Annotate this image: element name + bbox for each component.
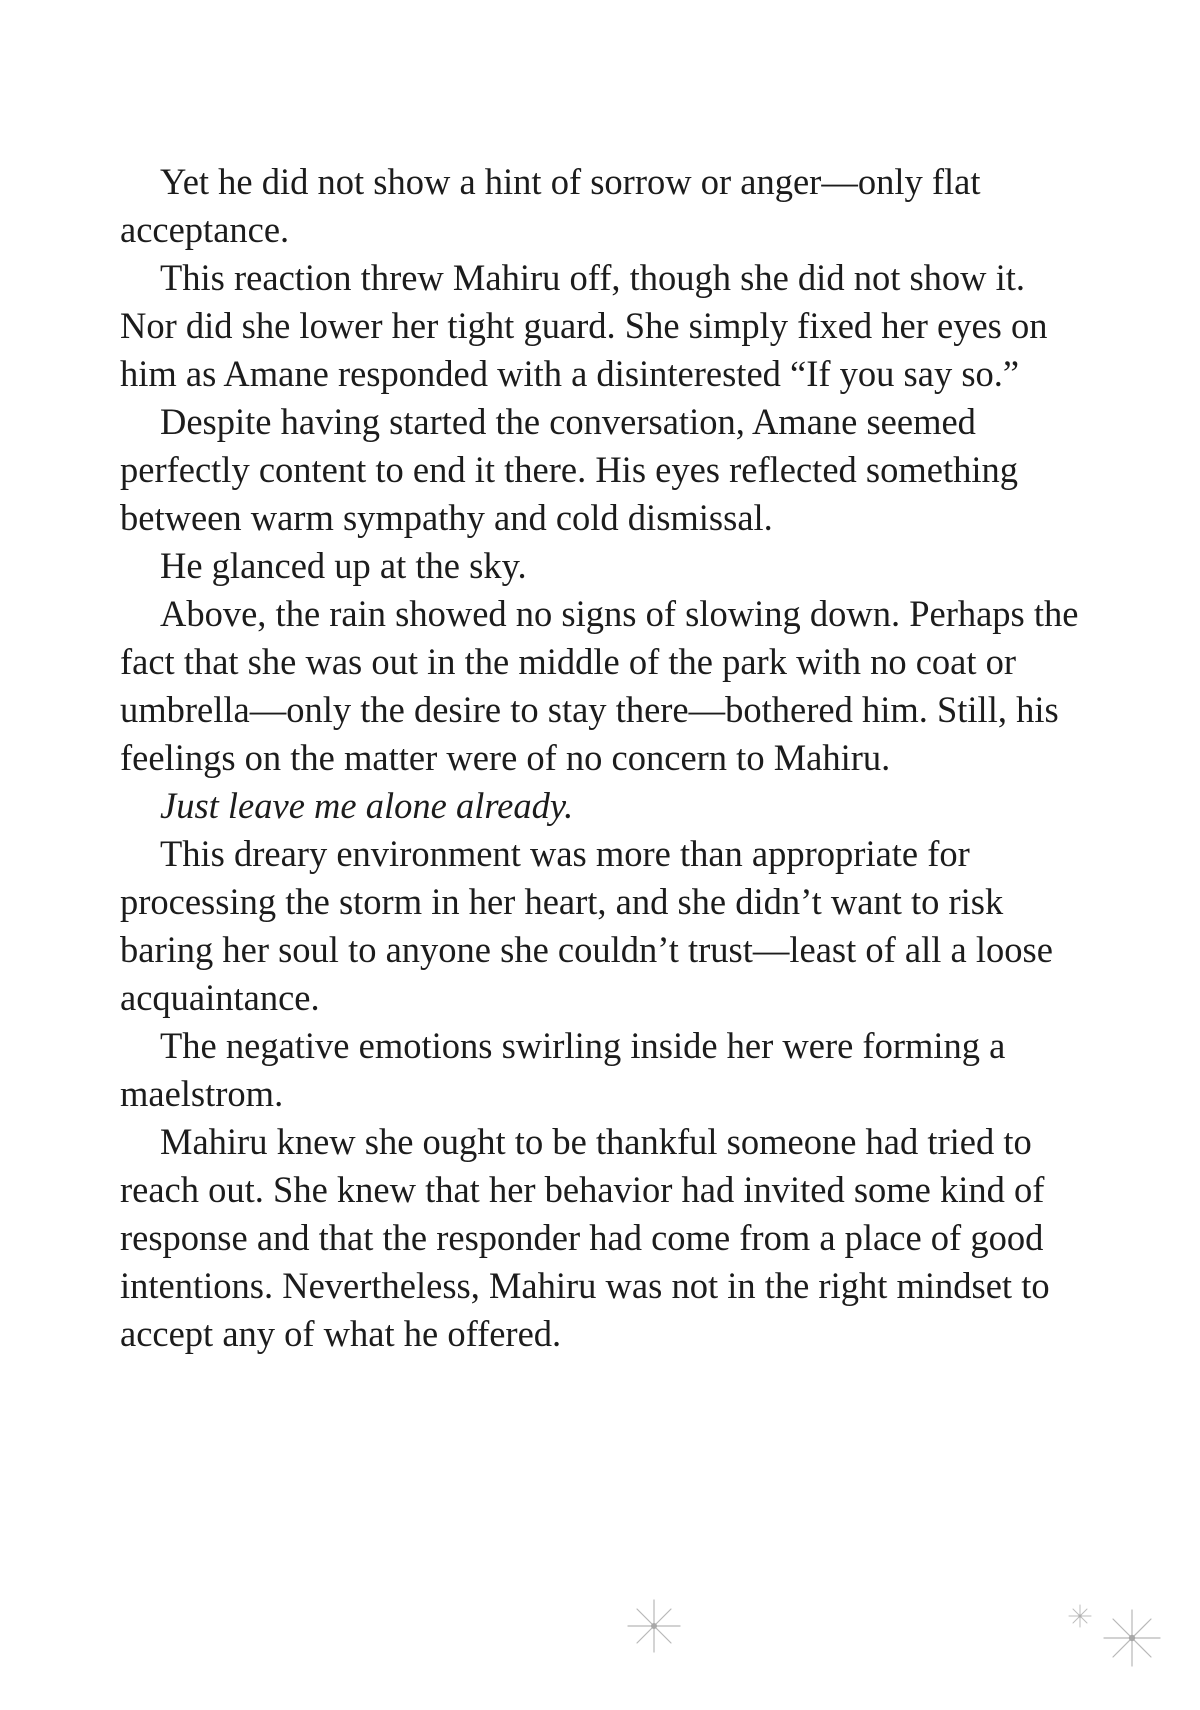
paragraph: This reaction threw Mahiru off, though she did not show it. Nor did she lower her tight guard. She simply fixed her eyes on him as Amane responded with a disinterested “If you say so.” (120, 257, 1048, 394)
paragraph: Yet he did not show a hint of sorrow or anger—only flat acceptance. (120, 161, 981, 250)
sparkle-icon (1102, 1608, 1162, 1668)
paragraph: Above, the rain showed no signs of slowing down. Perhaps the fact that she was out in the middle of the park with no coat or umbrella—only the desire to stay there—bothered him. Still, his feelings on the matter were of no concern to Mahiru. (120, 593, 1079, 778)
sparkle-icon (626, 1598, 682, 1654)
paragraph: This dreary environment was more than appropriate for processing the storm in her heart, and she didn’t want to risk baring her soul to anyone she couldn’t trust—least of all a loose acquaintance. (120, 833, 1053, 1018)
page-text (120, 158, 1080, 1358)
paragraph: He glanced up at the sky. (160, 545, 527, 586)
paragraph: Despite having started the conversation, Amane seemed perfectly content to end it there. His eyes reflected something between warm sympathy and cold dismissal. (120, 401, 1018, 538)
paragraph-italic: Just leave me alone already. (160, 785, 574, 826)
paragraph: The negative emotions swirling inside her were forming a maelstrom. (120, 1025, 1006, 1114)
paragraph: Mahiru knew she ought to be thankful someone had tried to reach out. She knew that her behavior had invited some kind of response and that the responder had come from a place of good intentions. Nevertheless, Mahiru was not in the right mindset to accept any of what he offered. (120, 1121, 1050, 1354)
sparkle-icon (1068, 1604, 1092, 1628)
